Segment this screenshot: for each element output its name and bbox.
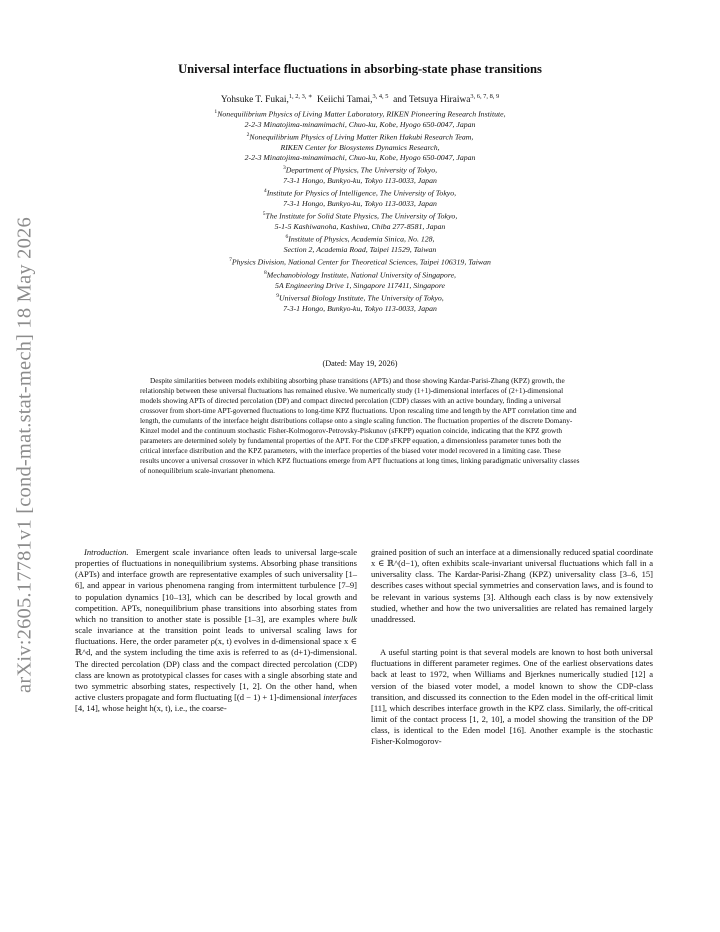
- affiliation-line: RIKEN Center for Biosystems Dynamics Research,: [280, 142, 440, 152]
- author-affil-marks: 3, 6, 7, 8, 9: [470, 93, 500, 100]
- affiliation: $^8$Mechanobiology Institute, National University of Singapore,: [264, 270, 456, 280]
- affiliation-line: 5-1-5 Kashiwanoha, Kashiwa, Chiba 277-8581, Japan: [274, 222, 446, 231]
- affiliation-line: 7-3-1 Hongo, Bunkyo-ku, Tokyo 113-0033, Japan: [283, 199, 437, 208]
- arxiv-stamp-text: arXiv:2605.17781v1 [cond-mat.stat-mech] 18 May 2026: [13, 217, 36, 693]
- body-column-right: [371, 547, 653, 748]
- affiliation: $^3$Department of Physics, The University of Tokyo,: [282, 165, 438, 175]
- dated-line: (Dated: May 19, 2026): [322, 359, 398, 368]
- body-paragraph: Introduction. Emergent scale invariance often leads to universal large-scale properties of fluctuations in nonequilibrium systems. Absorbing phase transitions (APTs) and interface growth are representative examples of such universality [1–6], and appear in various phenomena ranging from intermittent turbulence [7–9] to population dynamics [10–13], which can be described by local growth and competition. APTs, nonequilibrium phase transitions into absorbing states from which no transition to another state is possible [1–3], are examples where bulk scale invariance at the transition point leads to universal scaling laws for fluctuations. Here, the order parameter ρ(x, t) evolves in d-dimensional space x ∈ ℝ^d, and the system including the time axis is referred to as (d+1)-dimensional. The directed percolation (DP) class and the compact directed percolation (CDP) class are known as prototypical classes for cases with a single absorbing state and two symmetric absorbing states, respectively [1, 2]. On the other hand, when active clusters propagate and form fluctuating [(d − 1) + 1]-dimensional interfaces [4, 14], whose height h(x, t), i.e., the coarse-: [75, 547, 357, 714]
- author-name: Yohsuke T. Fukai,: [220, 95, 289, 106]
- body-paragraph: grained position of such an interface at a dimensionally reduced spatial coordinate x ∈ ℝ^(d−1), often exhibits scale-invariant universal fluctuations which fall in a universality class. The Kardar-Parisi-Zhang (KPZ) universality class [3–6, 15] describes cases without special symmetries and conservation laws, and is found to be relevant in various systems [3]. Although each class is by now extensively studied, whether and how the two universalities are related has remained largely unaddressed.: [371, 547, 653, 624]
- author-affil-marks: 1, 2, 3, ∗: [288, 93, 313, 100]
- abstract: [140, 376, 580, 476]
- affiliation-line: 2-2-3 Minatojima-minamimachi, Chuo-ku, Kobe, Hyogo 650-0047, Japan: [244, 119, 476, 129]
- affiliation: $^6$Institute of Physics, Academia Sinica, No. 128,: [285, 234, 435, 244]
- affiliation: $^2$Nonequilibrium Physics of Living Matter Riken Hakubi Research Team,: [246, 132, 474, 142]
- affiliation-line: 7-3-1 Hongo, Bunkyo-ku, Tokyo 113-0033, Japan: [283, 176, 437, 185]
- author-affil-marks: 3, 4, 5: [372, 93, 389, 100]
- body-column-left: [75, 547, 357, 714]
- paper-title: Universal interface fluctuations in absorbing-state phase transitions: [178, 62, 542, 76]
- section-lead: Introduction.: [84, 547, 129, 557]
- author-name: Keiichi Tamai,: [317, 95, 373, 106]
- affiliation-line: 2-2-3 Minatojima-minamimachi, Chuo-ku, Kobe, Hyogo 650-0047, Japan: [244, 153, 476, 162]
- author-name: and Tetsuya Hiraiwa: [393, 95, 471, 106]
- affiliation-line: 7-3-1 Hongo, Bunkyo-ku, Tokyo 113-0033, Japan: [283, 303, 437, 313]
- affiliation: $^9$Universal Biology Institute, The University of Tokyo,: [276, 293, 444, 303]
- affiliation-list: [100, 107, 620, 314]
- abstract-text: Despite similarities between models exhibiting absorbing phase transitions (APTs) and those showing Kardar-Parisi-Zhang (KPZ) growth, the relationship between these universal fluctuations has remained elusive. We numerically study (1+1)-dimensional interfaces of (2+1)-dimensional models showing APTs of directed percolation (DP) and compact directed percolation (CDP) classes with an active boundary, finding a universal crossover from short-time APT-governed fluctuations to long-time KPZ fluctuations. Upon rescaling time and length by the APT correlation time and length, the cumulants of the interface height distributions collapse onto a single scaling function. The fluctuation properties of the discrete Domany-Kinzel model and the continuum stochastic Fisher-Kolmogorov-Petrovsky-Piskunov (sFKPP) equation coincide, indicating that the KPZ growth parameters are determined solely by fundamental properties of the APT. For the CDP sFKPP equation, a dimensionless parameter tunes both the critical interface distribution and the KPZ parameters, with the interface properties of the biased voter model recovered in a limiting case. These results uncover a universal crossover in which KPZ fluctuations emerge from APT fluctuations at long times, linking paradigmatic universality classes of nonequilibrium scale-invariant phenomena.: [140, 376, 580, 475]
- author-list: [90, 92, 630, 105]
- body-paragraph: A useful starting point is that several models are known to host both universal fluctuations in different parameter regimes. One of the earliest observations dates back at least to 1972, when Williams and Bjerknes numerically studied [12] a version of the biased voter model, a model known to show the CDP-class transition, and discussed its connection to the Eden model in the off-critical limit [11], which describes interface growth in the KPZ class. Similarly, the off-critical limit of the contact process [1, 2, 10], a model showing the transition of the DP class, is identical to the Eden model [16]. Another example is the stochastic Fisher-Kolmogorov-: [371, 647, 653, 747]
- affiliation-line: Section 2, Academia Road, Taipei 11529, Taiwan: [283, 245, 437, 254]
- arxiv-stamp: [8, 210, 42, 700]
- affiliation: $^4$Institute for Physics of Intelligence, The University of Tokyo,: [263, 188, 457, 198]
- affiliation: $^5$The Institute for Solid State Physics, The University of Tokyo,: [262, 211, 458, 221]
- affiliation-line: 5A Engineering Drive 1, Singapore 117411, Singapore: [274, 280, 446, 290]
- affiliation: $^7$Physics Division, National Center for Theoretical Sciences, Taipei 106319, Taiwan: [229, 257, 491, 267]
- affiliation: $^1$Nonequilibrium Physics of Living Matter Laboratory, RIKEN Pioneering Research Institute,: [214, 109, 506, 119]
